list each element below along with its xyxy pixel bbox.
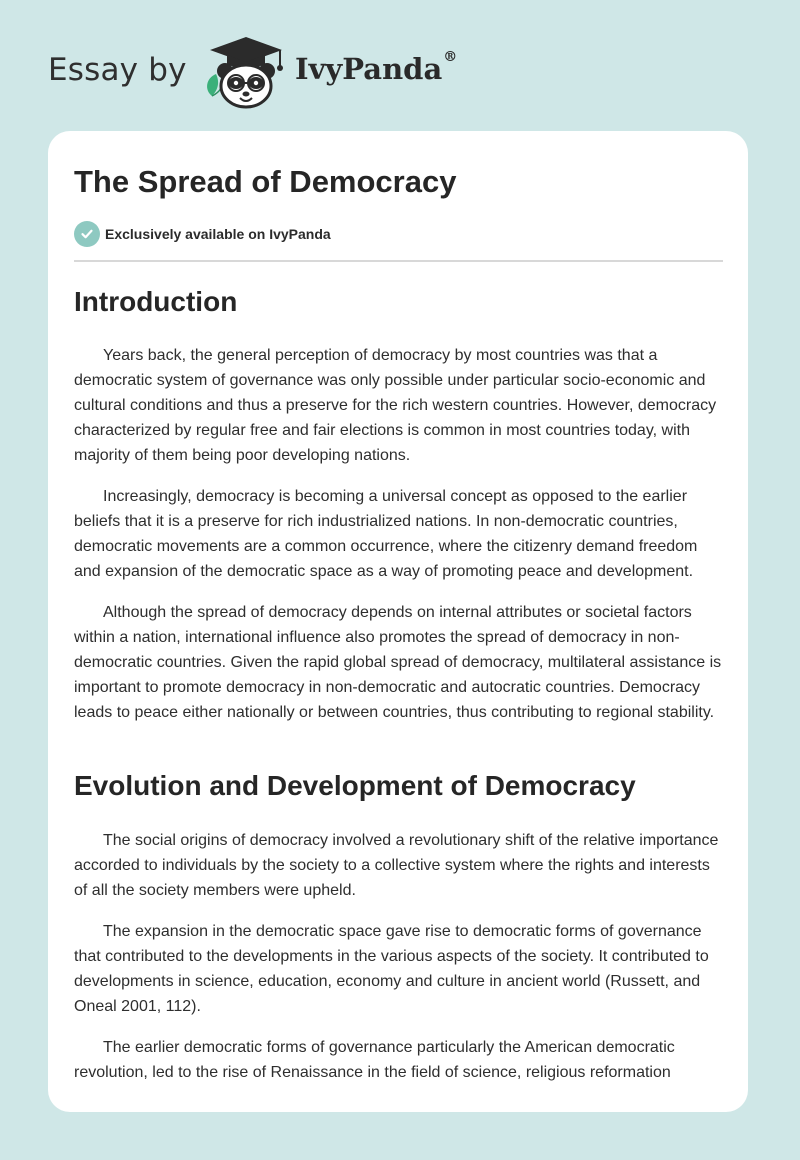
check-circle-icon <box>74 221 100 247</box>
brand-name: IvyPanda® <box>295 49 458 86</box>
paragraph: The expansion in the democratic space gave rise to democratic forms of governance that contributed to the developments in the various aspects of the society. It contributed to developments in science, education, economy and culture in ancient world (Russett, and Oneal 2001, 112). <box>74 923 709 1015</box>
panda-graduate-logo-icon <box>200 34 292 110</box>
divider <box>74 260 723 262</box>
paragraph: Although the spread of democracy depends on internal attributes or societal factors within a nation, international influence also promotes the spread of democracy in non-democratic countries. Given the rapid global spread of democracy, multilateral assistance is important to promote democracy in non-democratic and autocratic countries. Democracy leads to peace either nationally or between countries, thus contributing to regional stability. <box>74 604 722 721</box>
essay-card <box>48 131 748 1112</box>
paragraph: Increasingly, democracy is becoming a universal concept as opposed to the earlier beliefs that it is a preserve for rich industrialized nations. In non-democratic countries, democratic movements are a common occurrence, where the citizenry demand freedom and expansion of the democratic space as a way of promoting peace and development. <box>74 488 698 580</box>
page-title: The Spread of Democracy <box>74 164 457 199</box>
paragraph: Years back, the general perception of democracy by most countries was that a democratic system of governance was only possible under particular socio-economic and cultural conditions and thus a preserve for the rich western countries. However, democracy characterized by regular free and fair elections is common in most countries today, with majority of them being poor developing nations. <box>74 347 717 464</box>
paragraph: The earlier democratic forms of governance particularly the American democratic revolution, led to the rise of Renaissance in the field of science, religious reformation <box>74 1039 675 1081</box>
site-header-brand[interactable] <box>48 30 468 110</box>
paragraph: The social origins of democracy involved a revolutionary shift of the relative importance accorded to individuals by the society to a collective system where the rights and interests of all the society members were upheld. <box>74 832 719 899</box>
section-heading-introduction: Introduction <box>74 286 238 317</box>
registered-mark: ® <box>443 49 458 65</box>
exclusive-badge-label: Exclusively available on IvyPanda <box>105 226 331 242</box>
exclusive-badge <box>74 221 331 247</box>
section-heading-evolution: Evolution and Development of Democracy <box>74 770 636 801</box>
brand-prefix: Essay by <box>48 52 187 88</box>
